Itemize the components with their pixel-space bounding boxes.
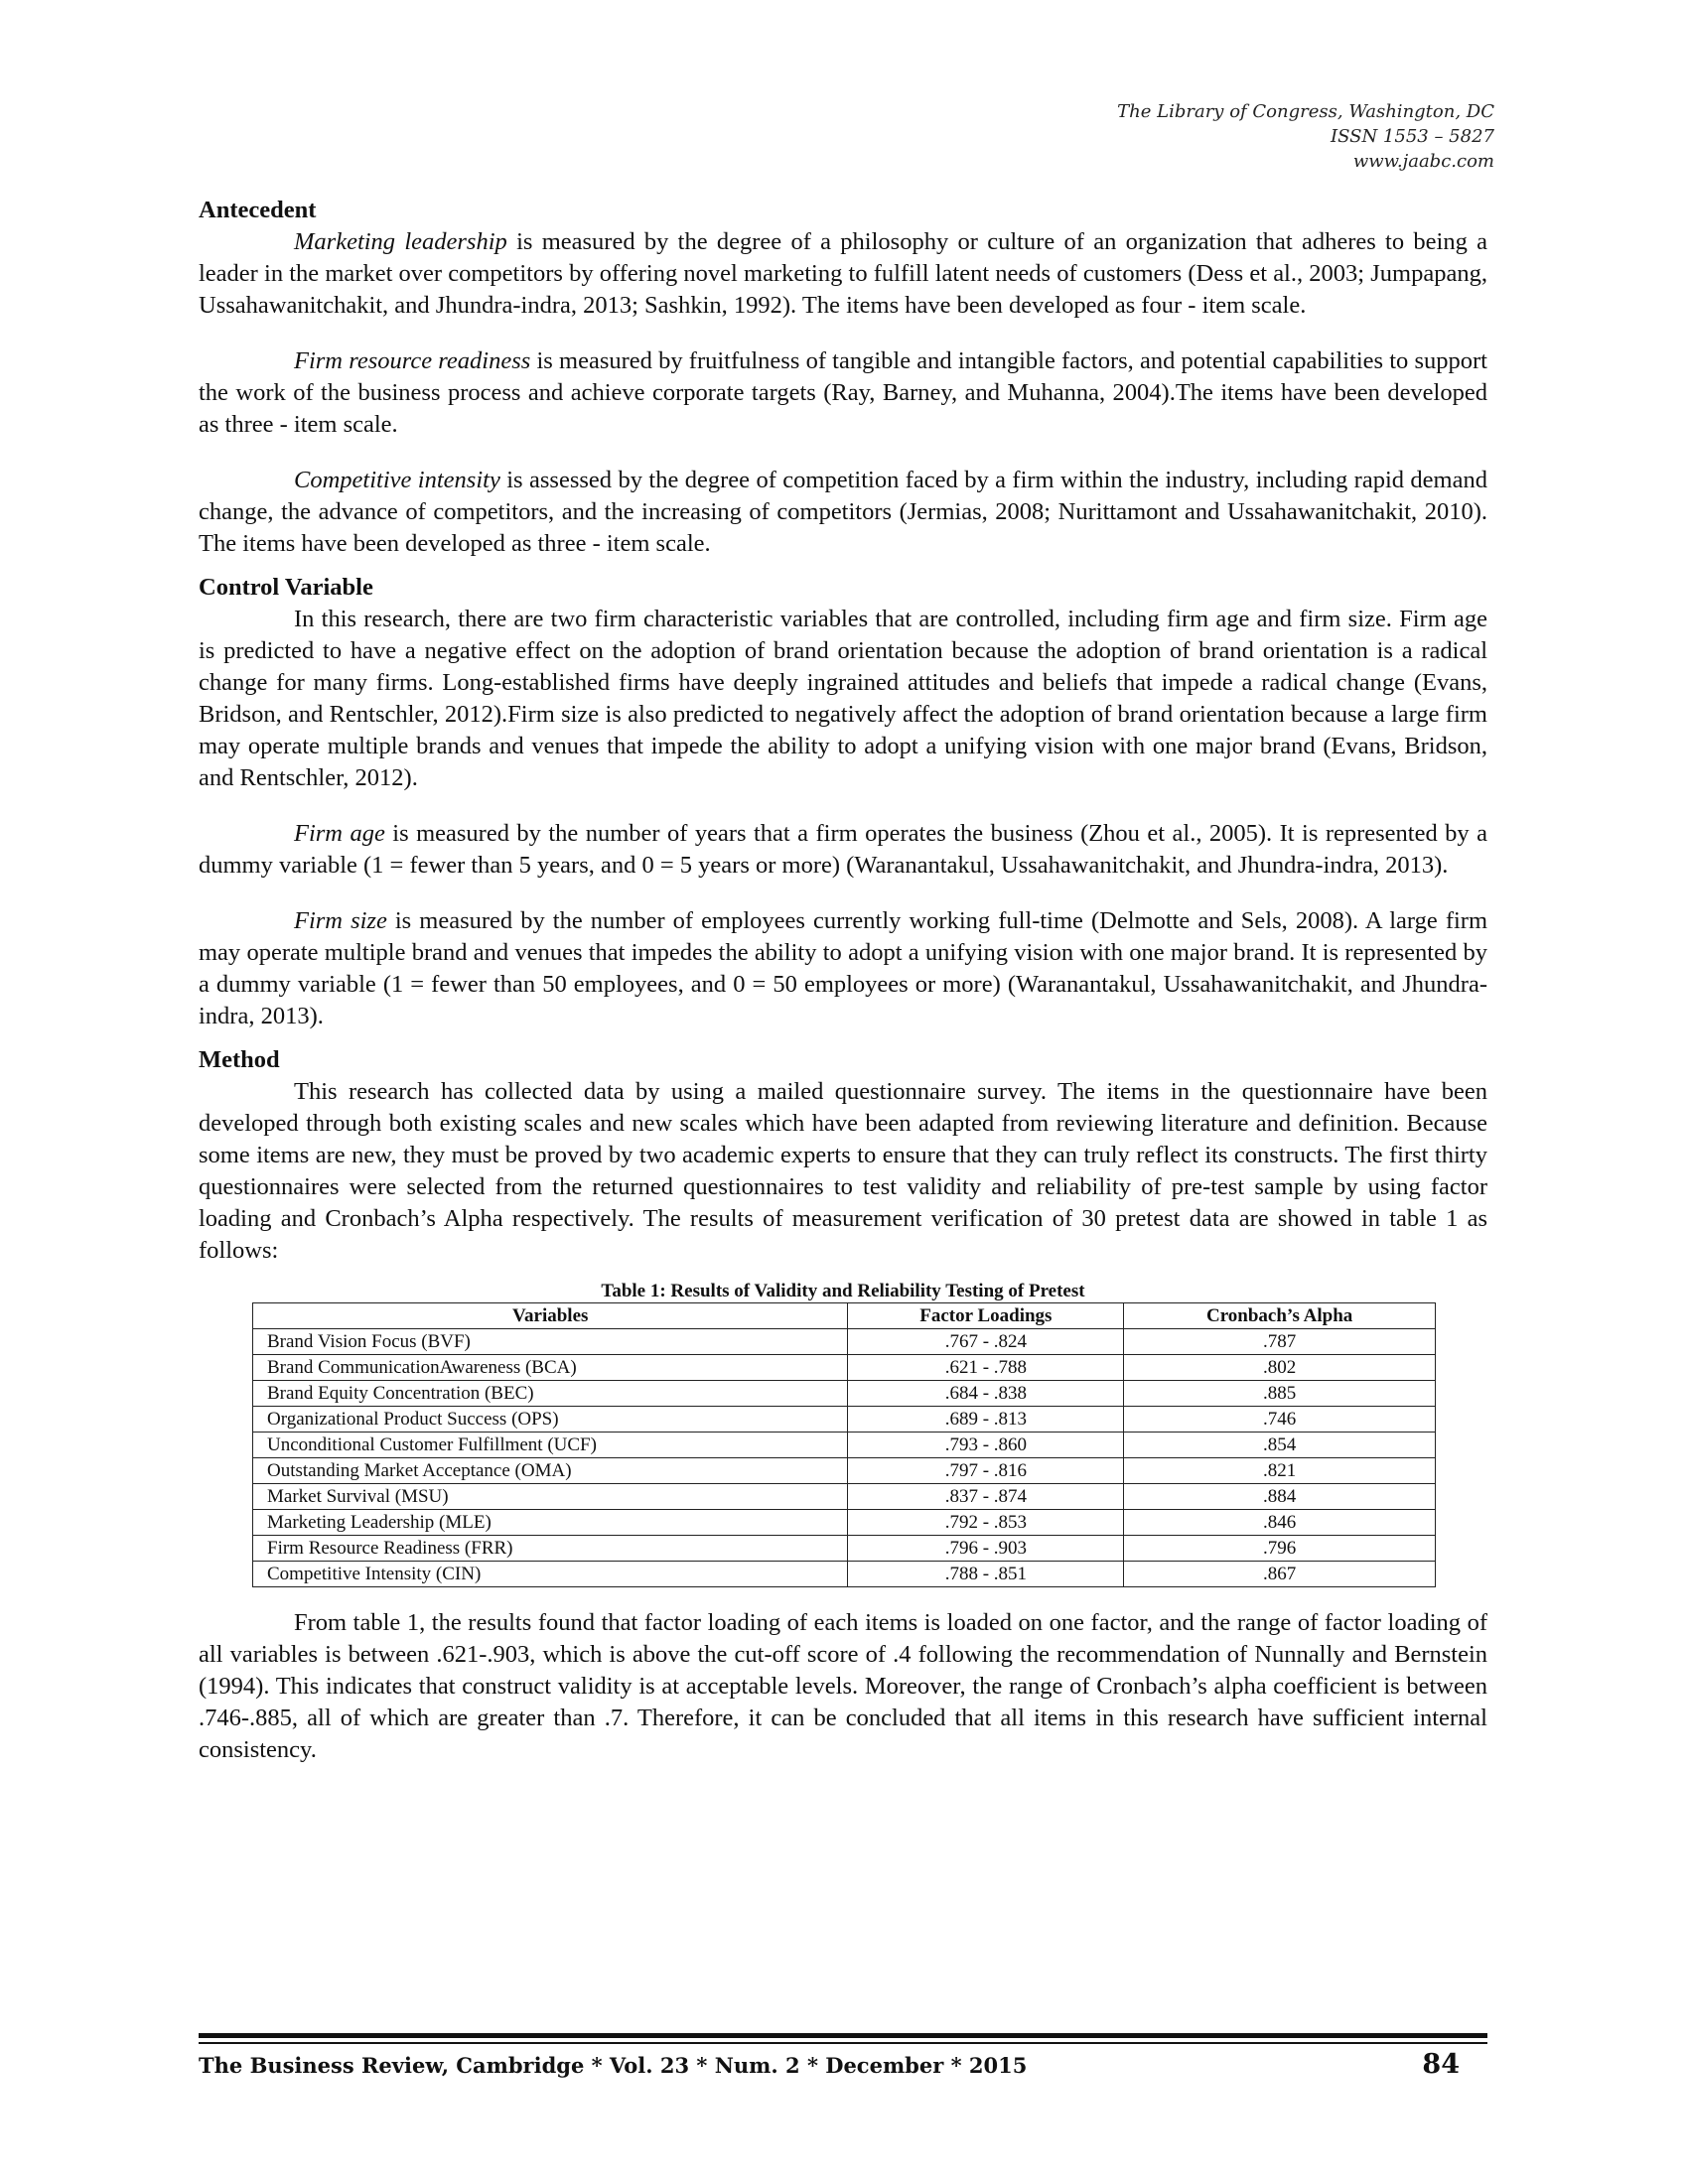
paragraph-text: is measured by fruitfulness of tangible and intangible factors, and potential capabilities to support the work of the business process and achieve corporate targets (Ray, Barney, and Muhanna, 2004).The items have been developed as three - item scale.	[199, 347, 1487, 438]
term-firm-size: Firm size	[294, 907, 387, 934]
section-heading-antecedent: Antecedent	[199, 197, 317, 223]
table-row	[253, 1381, 1436, 1407]
paragraph-text: is measured by the number of employees currently working full-time (Delmotte and Sels, 2008). A large firm may operate multiple brand and venues that impedes the ability to adopt a unifying vision with one major brand. It is represented by a dummy variable (1 = fewer than 50 employees, and 0 = 50 employees or more) (Waranantakul, Ussahawanitchakit, and Jhundra-indra, 2013).	[199, 907, 1487, 1029]
page-number: 84	[1422, 2049, 1460, 2080]
cell-factor-loadings: .684 - .838	[848, 1381, 1124, 1407]
cell-variable: Organizational Product Success (OPS)	[253, 1407, 848, 1433]
cell-cronbachs-alpha: .867	[1124, 1562, 1436, 1587]
cell-variable: Outstanding Market Acceptance (OMA)	[253, 1458, 848, 1484]
cell-factor-loadings: .788 - .851	[848, 1562, 1124, 1587]
cell-cronbachs-alpha: .884	[1124, 1484, 1436, 1510]
column-header-factor-loadings: Factor Loadings	[848, 1303, 1124, 1329]
term-marketing-leadership: Marketing leadership	[294, 228, 507, 255]
paragraph-firm-size	[199, 905, 1487, 1032]
running-footer	[199, 2049, 1460, 2080]
cell-variable: Marketing Leadership (MLE)	[253, 1510, 848, 1536]
cell-variable: Brand Equity Concentration (BEC)	[253, 1381, 848, 1407]
table-row	[253, 1510, 1436, 1536]
cell-cronbachs-alpha: .796	[1124, 1536, 1436, 1562]
results-table	[252, 1302, 1436, 1587]
table-row	[253, 1407, 1436, 1433]
column-header-cronbachs-alpha: Cronbach’s Alpha	[1124, 1303, 1436, 1329]
cell-cronbachs-alpha: .885	[1124, 1381, 1436, 1407]
header-website: www.jaabc.com	[1352, 151, 1494, 172]
cell-factor-loadings: .796 - .903	[848, 1536, 1124, 1562]
paragraph-competitive-intensity	[199, 465, 1487, 560]
footer-rule-thin	[199, 2042, 1487, 2044]
table-row	[253, 1458, 1436, 1484]
cell-cronbachs-alpha: .846	[1124, 1510, 1436, 1536]
column-header-variables: Variables	[253, 1303, 848, 1329]
cell-variable: Firm Resource Readiness (FRR)	[253, 1536, 848, 1562]
paragraph-control-intro: In this research, there are two firm characteristic variables that are controlled, including firm age and firm size. Firm age is predicted to have a negative effect on the adoption of brand orientation because the adoption of brand orientation is a radical change for many firms. Long-established firms have deeply ingrained attitudes and beliefs that impede a radical change (Evans, Bridson, and Rentschler, 2012).Firm size is also predicted to negatively affect the adoption of brand orientation because a large firm may operate multiple brands and venues that impede the ability to adopt a unifying vision with one major brand (Evans, Bridson, and Rentschler, 2012).	[199, 606, 1487, 791]
section-heading-control-variable: Control Variable	[199, 574, 373, 601]
paragraph-marketing-leadership	[199, 226, 1487, 322]
cell-factor-loadings: .767 - .824	[848, 1329, 1124, 1355]
paragraph-table-interpretation: From table 1, the results found that factor loading of each items is loaded on one factor, and the range of factor loading of all variables is between .621-.903, which is above the cut-off score of .4 following the recommendation of Nunnally and Bernstein (1994). This indicates that construct validity is at acceptable levels. Moreover, the range of Cronbach’s alpha coefficient is between .746-.885, all of which are greater than .7. Therefore, it can be concluded that all items in this research have sufficient internal consistency.	[199, 1609, 1487, 1763]
cell-cronbachs-alpha: .802	[1124, 1355, 1436, 1381]
running-header	[1117, 99, 1494, 174]
table-row	[253, 1355, 1436, 1381]
cell-factor-loadings: .792 - .853	[848, 1510, 1124, 1536]
table-header-row	[253, 1303, 1436, 1329]
cell-factor-loadings: .793 - .860	[848, 1433, 1124, 1458]
cell-cronbachs-alpha: .787	[1124, 1329, 1436, 1355]
paragraph-text: is assessed by the degree of competition faced by a firm within the industry, including rapid demand change, the advance of competitors, and the increasing of competitors (Jermias, 2008; Nurittamont and Ussahawanitchakit, 2010). The items have been developed as three - item scale.	[199, 467, 1487, 557]
cell-factor-loadings: .837 - .874	[848, 1484, 1124, 1510]
term-firm-age: Firm age	[294, 820, 385, 847]
table-row	[253, 1433, 1436, 1458]
cell-factor-loadings: .621 - .788	[848, 1355, 1124, 1381]
header-issn: ISSN 1553 – 5827	[1331, 126, 1494, 147]
footer-rule-thick	[199, 2033, 1487, 2038]
cell-variable: Unconditional Customer Fulfillment (UCF)	[253, 1433, 848, 1458]
cell-variable: Brand CommunicationAwareness (BCA)	[253, 1355, 848, 1381]
table-row	[253, 1536, 1436, 1562]
cell-cronbachs-alpha: .854	[1124, 1433, 1436, 1458]
term-firm-resource-readiness: Firm resource readiness	[294, 347, 531, 374]
cell-cronbachs-alpha: .821	[1124, 1458, 1436, 1484]
cell-variable: Competitive Intensity (CIN)	[253, 1562, 848, 1587]
paragraph-text: is measured by the number of years that a firm operates the business (Zhou et al., 2005). It is represented by a dummy variable (1 = fewer than 5 years, and 0 = 5 years or more) (Waranantakul, Ussahawanitchakit, and Jhundra-indra, 2013).	[199, 820, 1488, 879]
body-text	[199, 195, 1487, 1766]
paragraph-firm-resource-readiness	[199, 345, 1487, 441]
paragraph-method: This research has collected data by using a mailed questionnaire survey. The items in the questionnaire have been developed through both existing scales and new scales which have been adapted from reviewing literature and definition. Because some items are new, they must be proved by two academic experts to ensure that they can truly reflect its constructs. The first thirty questionnaires were selected from the returned questionnaires to test validity and reliability of pre-test sample by using factor loading and Cronbach’s Alpha respectively. The results of measurement verification of 30 pretest data are showed in table 1 as follows:	[199, 1078, 1487, 1264]
footer-journal-info: The Business Review, Cambridge * Vol. 23 * Num. 2 * December * 2015	[199, 2053, 1028, 2078]
term-competitive-intensity: Competitive intensity	[294, 467, 500, 493]
section-heading-method: Method	[199, 1046, 280, 1073]
cell-cronbachs-alpha: .746	[1124, 1407, 1436, 1433]
table-row	[253, 1562, 1436, 1587]
cell-variable: Market Survival (MSU)	[253, 1484, 848, 1510]
paragraph-text: is measured by the degree of a philosophy or culture of an organization that adheres to being a leader in the market over competitors by offering novel marketing to fulfill latent needs of customers (Dess et al., 2003; Jumpapang, Ussahawanitchakit, and Jhundra-indra, 2013; Sashkin, 1992). The items have been developed as four - item scale.	[199, 228, 1487, 319]
paragraph-firm-age	[199, 818, 1487, 882]
table-caption: Table 1: Results of Validity and Reliability Testing of Pretest	[601, 1281, 1085, 1301]
table-row	[253, 1329, 1436, 1355]
cell-factor-loadings: .797 - .816	[848, 1458, 1124, 1484]
header-library: The Library of Congress, Washington, DC	[1117, 101, 1494, 122]
cell-variable: Brand Vision Focus (BVF)	[253, 1329, 848, 1355]
table-row	[253, 1484, 1436, 1510]
cell-factor-loadings: .689 - .813	[848, 1407, 1124, 1433]
